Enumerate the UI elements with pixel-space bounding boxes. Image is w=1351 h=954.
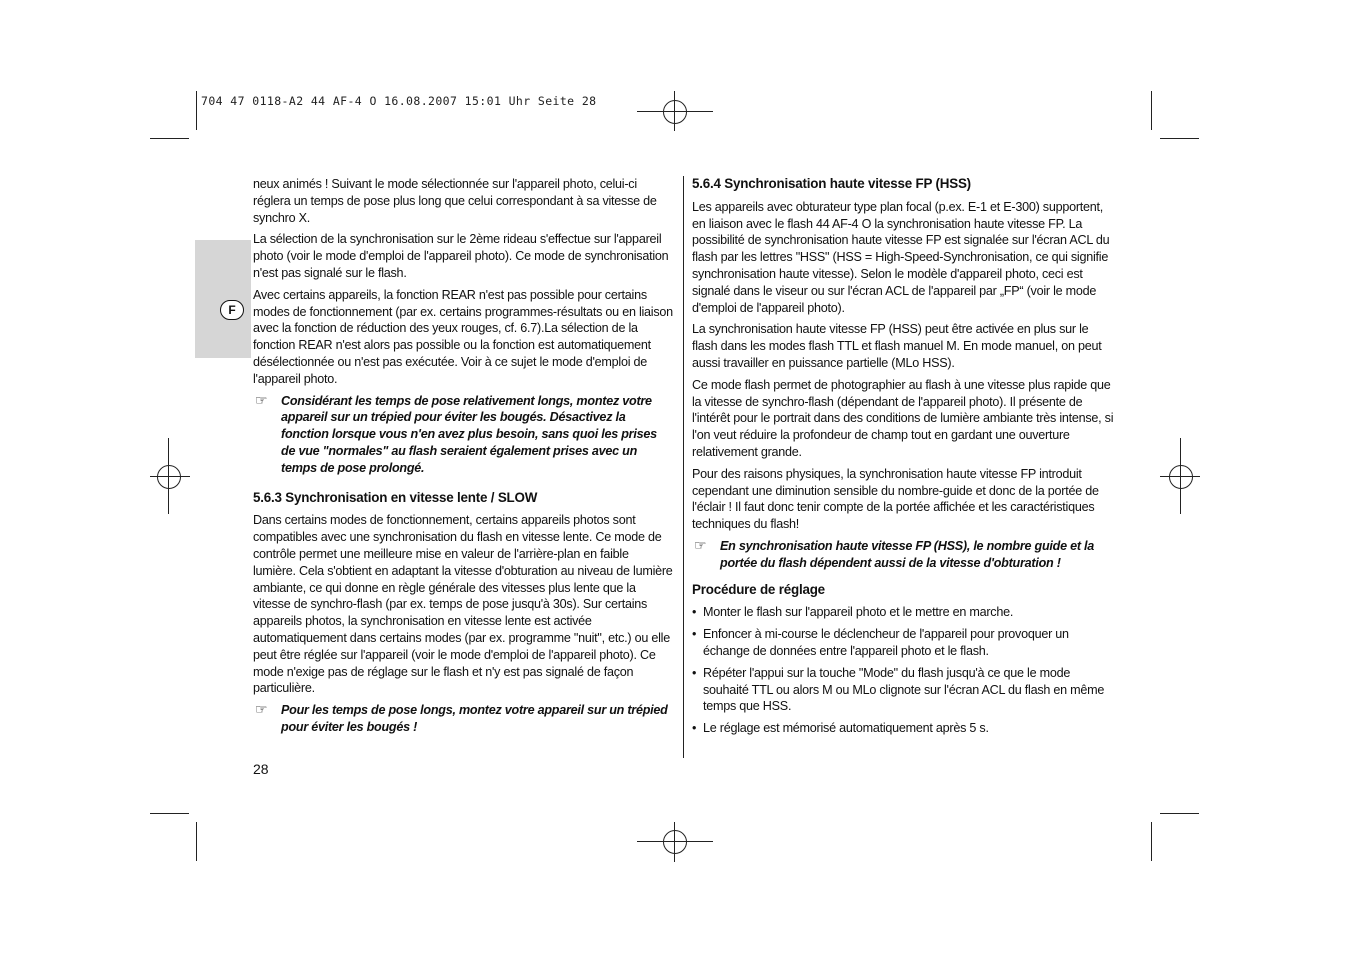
section-heading: 5.6.4 Synchronisation haute vitesse FP (HSS) <box>692 176 971 191</box>
procedure-heading: Procédure de réglage <box>692 581 825 597</box>
procedure-steps <box>692 604 1116 737</box>
list-item: • Monter le flash sur l'appareil photo et le mettre en marche. <box>692 604 1116 621</box>
note-text: En synchronisation haute vitesse FP (HSS), le nombre guide et la portée du flash dépendent aussi de la vitesse d'obturation ! <box>720 538 1095 570</box>
paragraph: Pour des raisons physiques, la synchronisation haute vitesse FP introduit cependant une diminution sensible du nombre-guide et donc de la portée de l'éclair ! Il faut donc tenir compte de la portée affichée et les caractéristiques techniques du flash! <box>692 466 1099 532</box>
crop-mark-bl-v <box>196 822 197 861</box>
paragraph: La sélection de la synchronisation sur le 2ème rideau s'effectue sur l'appareil photo (voir le mode d'emploi de l'appareil photo). Ce mode de synchronisation n'est pas signalé sur le flash. <box>253 232 669 280</box>
note <box>253 702 673 736</box>
note-text: Considérant les temps de pose relativement longs, montez votre appareil sur un trépied pour éviter les bougés. Désactivez la fonction lorsque vous n'en avez plus besoin, sans quoi les prises de vue "normales" au flash seraient également prises avec un temps de pose prolongé. <box>281 393 657 475</box>
crop-mark-tl-v <box>196 91 197 130</box>
print-header: 704 47 0118-A2 44 AF-4 O 16.08.2007 15:01 Uhr Seite 28 <box>201 94 597 108</box>
note-text: Pour les temps de pose longs, montez votre appareil sur un trépied pour éviter les bougés ! <box>281 703 668 734</box>
crop-mark-bl-h <box>150 813 189 814</box>
paragraph: La synchronisation haute vitesse FP (HSS) peut être activée en plus sur le flash dans les modes flash TTL et flash manuel M. En mode manuel, on peut aussi travailler en puissance partielle (MLo HSS). <box>692 322 1102 370</box>
paragraph: Les appareils avec obturateur type plan focal (p.ex. E-1 et E-300) supportent, en liaison avec le flash 44 AF-4 O la synchronisation haute vitesse FP. La possibilité de synchronisation haute vitesse FP est signalée sur l'écran ACL du flash par les lettres "HSS" (HSS = High-Speed-Synchronisation, ce qui signifie synchronisation haute vitesse). Selon le modèle d'appareil photo, ceci est signalé dans le viseur ou sur l'écran ACL de l'appareil par „FP“ (voir le mode d'emploi de l'appareil photo). <box>692 199 1110 315</box>
right-column <box>692 176 1116 742</box>
crop-mark-br-v <box>1151 822 1152 861</box>
crop-mark-tr-h <box>1160 138 1199 139</box>
crop-mark-tr-v <box>1151 91 1152 130</box>
note <box>692 538 1116 572</box>
paragraph: neux animés ! Suivant le mode sélectionnée sur l'appareil photo, celui-ci réglera un temps de pose plus long que celui correspondant à sa vitesse de synchro X. <box>253 177 657 225</box>
language-badge: F <box>220 300 244 320</box>
left-column <box>253 176 673 741</box>
paragraph: Ce mode flash permet de photographier au flash à une vitesse plus rapide que la vitesse de synchro-flash (dépendant de l'appareil photo). Il présente de l'intérêt pour le portrait dans des conditions de lumière ambiante très intense, si l'on veut réduire la profondeur de champ tout en gardant une ouverture relativement grande. <box>692 377 1114 459</box>
paragraph: Dans certains modes de fonctionnement, certains appareils photos sont compatibles avec une synchronisation du flash en vitesse lente. Ce mode de contrôle permet une meilleure mise en valeur de l'arrière-plan en faible lumière. Cela s'obtient en adaptant la vitesse d'obturation au niveau de lumière ambiante, ce qui donne en règle générale des vitesses plus lente que la vitesse de synchro-flash (par ex. temps de pose jusqu'à 30s). Sur certains appareils photos, la synchronisation en vitesse lente est activée automatiquement dans certains modes (par ex. programme "nuit", etc.) ou elle peut être réglée sur l'appareil (voir le mode d'emploi de l'appareil photo). Ce mode n'exige pas de réglage sur le flash et n'y est pas signalé de façon particulière. <box>253 513 673 696</box>
page-number: 28 <box>253 761 269 777</box>
language-tab <box>195 240 251 358</box>
pointing-hand-icon: ☞ <box>255 391 268 408</box>
crop-mark-br-h <box>1160 813 1199 814</box>
column-divider <box>683 176 684 758</box>
list-item: • Enfoncer à mi-course le déclencheur de l'appareil pour provoquer un échange de données entre l'appareil photo et le flash. <box>692 626 1116 660</box>
pointing-hand-icon: ☞ <box>255 701 268 718</box>
list-item: • Le réglage est mémorisé automatiquement après 5 s. <box>692 720 1116 737</box>
section-heading: 5.6.3 Synchronisation en vitesse lente / SLOW <box>253 489 538 505</box>
note <box>253 393 673 477</box>
list-item: • Répéter l'appui sur la touche "Mode" du flash jusqu'à ce que le mode souhaité TTL ou alors M ou MLo clignote sur l'écran ACL du flash en même temps que HSS. <box>692 665 1116 715</box>
crop-mark-tl-h <box>150 138 189 139</box>
paragraph: Avec certains appareils, la fonction REAR n'est pas possible pour certains modes de fonctionnement (par ex. certains programmes-résultats ou en liaison avec la fonction de réduction des yeux rouges, cf. 6.7).La sélection de la fonction REAR n'est alors pas possible ou la fonction est automatiquement désélectionnée ou n'est pas exécutée. Voir à ce sujet le mode d'emploi de l'appareil photo. <box>253 287 673 386</box>
pointing-hand-icon: ☞ <box>694 536 707 553</box>
